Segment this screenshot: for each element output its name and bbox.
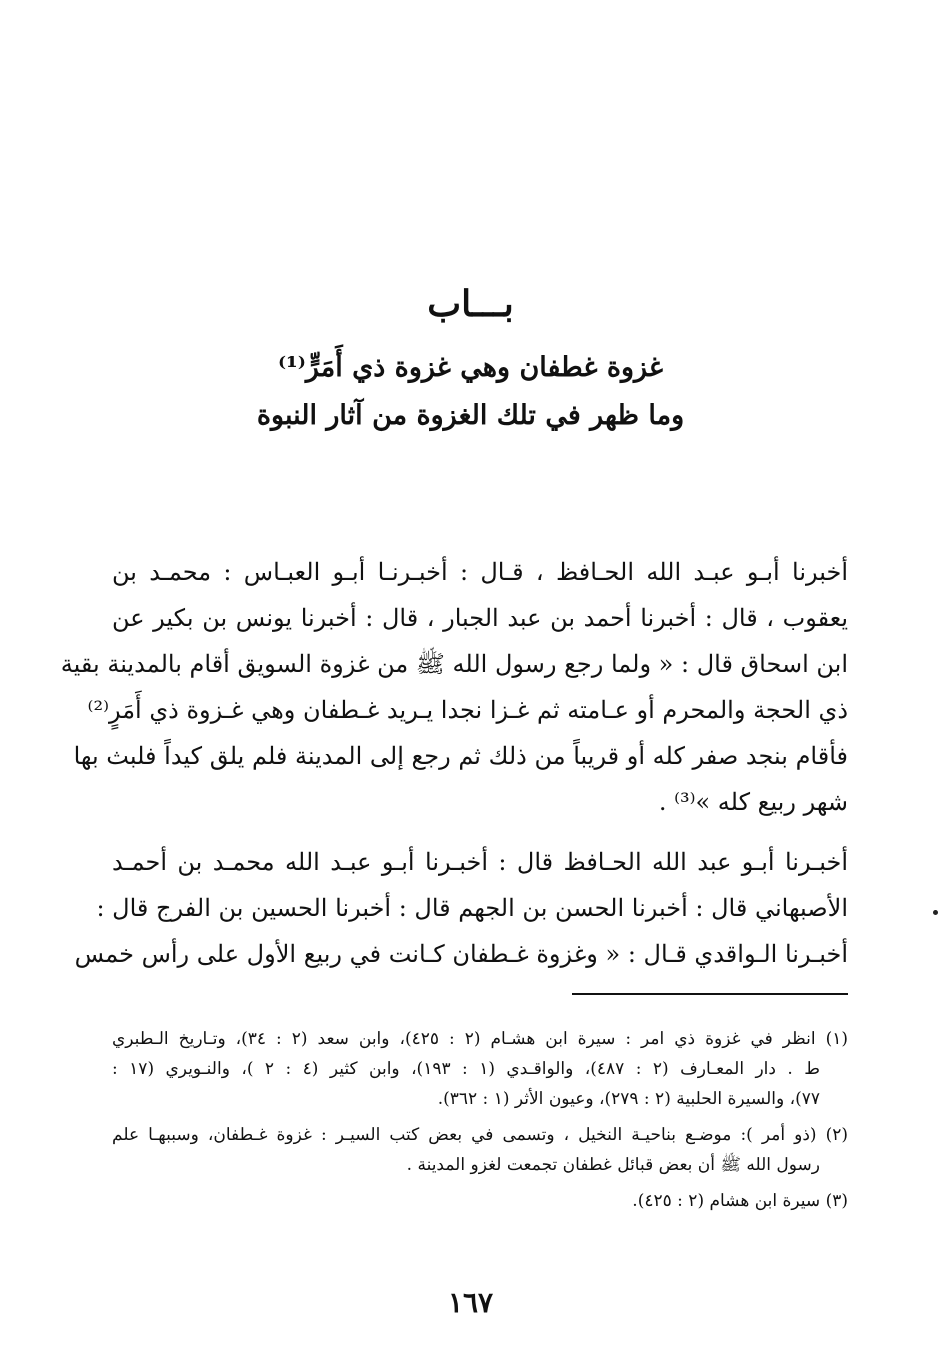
footnote-line: (٢) (ذو أمر ): موضـع بناحيـة النخيل ، وتسمى في بعض كتب السيـر : غزوة غـطفان، وسببهـا علم bbox=[112, 1125, 848, 1145]
footnote-3 bbox=[112, 1186, 848, 1216]
paragraph-1-line: ابن اسحاق قال : « ولما رجع رسول الله ﷺ من غزوة السويق أقام بالمدينة بقية bbox=[60, 650, 848, 678]
footnotes bbox=[112, 1024, 848, 1222]
paragraph-1-line: شهر ربيع كله »⁽³⁾ . bbox=[658, 788, 848, 816]
paragraph-1-line: ذي الحجة والمحرم أو عـامته ثم غـزا نجدا يـريد غـطفان وهي غـزوة ذي أَمَرٍ⁽²⁾ bbox=[87, 696, 848, 724]
paragraph-1-line: أخبرنا أبـو عبـد الله الحـافظ ، قـال : أخبـرنـا أبـو العبـاس : محمـد بن bbox=[112, 558, 848, 586]
footnote-line: (٣) سيرة ابن هشام (٢ : ٤٢٥). bbox=[632, 1191, 848, 1211]
chapter-label: بـــاب bbox=[427, 283, 514, 325]
footnote-line: ٧٧)، والسيرة الحلبية (٢ : ٢٧٩)، وعيون الأثر (١ : ٣٦٢). bbox=[437, 1089, 820, 1109]
paragraph-1-line: يعقوب ، قال : أخبرنا أحمد بن عبد الجبار ، قال : أخبرنا يونس بن بكير عن bbox=[112, 604, 848, 632]
scan-mark bbox=[933, 910, 938, 915]
footnote-line: ط . دار المعـارف (٢ : ٤٨٧)، والواقـدي (١ : ١٩٣)، وابن كثير (٤ : ٢ )، والنـويري (١٧ : bbox=[112, 1059, 820, 1079]
paragraph-2-line: أخبـرنا أبـو عبد الله الحـافظ قال : أخبـرنا أبـو عبـد الله محمـد بن أحمـد bbox=[112, 848, 848, 876]
footnote-2 bbox=[112, 1120, 848, 1180]
page-number: ١٦٧ bbox=[447, 1286, 494, 1319]
footnote-line: (١) انظر في غزوة ذي امر : سيرة ابن هشـام (٢ : ٤٢٥)، وابن سعد (٢ : ٣٤)، وتـاريخ الـطبري bbox=[112, 1029, 848, 1049]
paragraph-2-line: أخبـرنا الـواقدي قـال : « وغزوة غـطفان كـانت في ربيع الأول على رأس خمس bbox=[74, 940, 848, 968]
footnote-line: رسول الله ﷺ أن بعض قبائل غطفان تجمعت لغزو المدينة . bbox=[406, 1155, 820, 1175]
footnote-1 bbox=[112, 1024, 848, 1114]
paragraph-2 bbox=[74, 839, 848, 977]
chapter-title-line-2: وما ظهر في تلك الغزوة من آثار النبوة bbox=[256, 400, 685, 431]
footnote-divider bbox=[572, 993, 848, 995]
paragraph-1 bbox=[60, 549, 848, 825]
paragraph-2-line: الأصبهاني قال : أخبرنا الحسن بن الجهم قال : أخبرنا الحسين بن الفرج قال : bbox=[96, 894, 848, 922]
chapter-title-line-1: غزوة غطفان وهي غزوة ذي أَمَرٍّ⁽¹⁾ bbox=[277, 352, 664, 383]
paragraph-1-line: فأقام بنجد صفر كله أو قريباً من ذلك ثم رجع إلى المدينة فلم يلق كيداً فلبث بها bbox=[73, 742, 848, 770]
